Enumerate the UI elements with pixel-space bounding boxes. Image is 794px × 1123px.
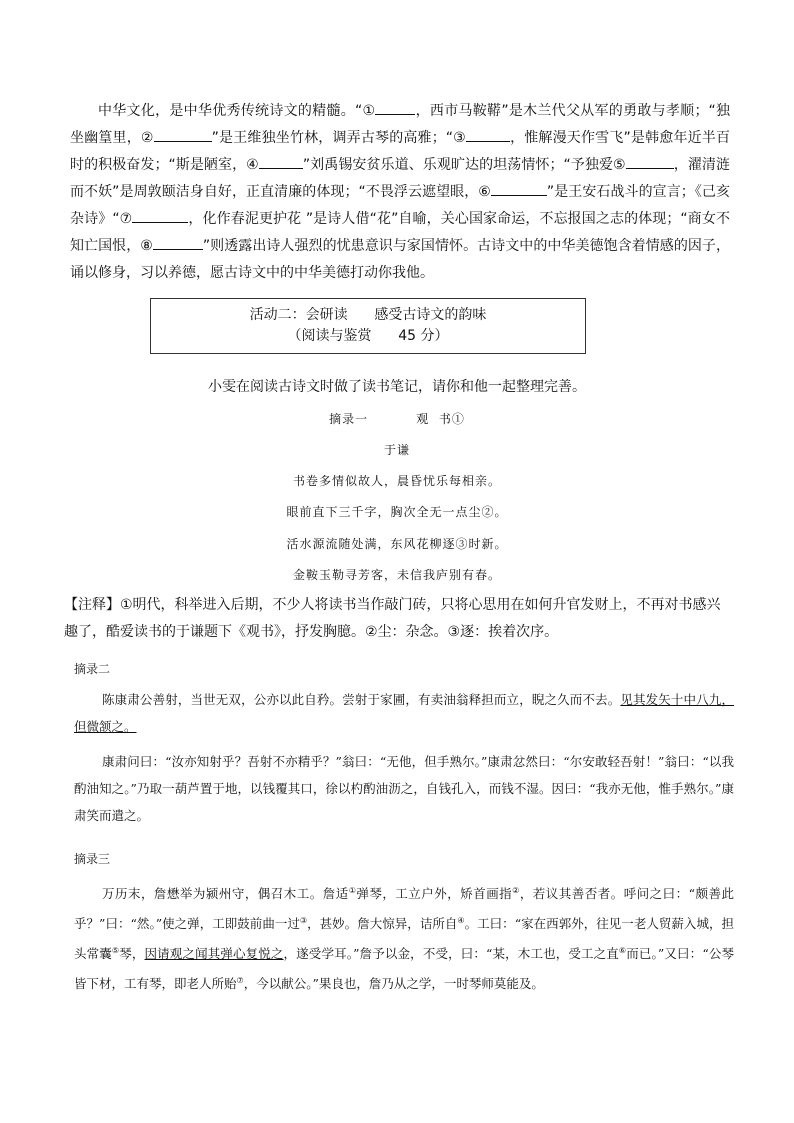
fill-blank-7[interactable] [132, 208, 188, 223]
intro-text: 中华文化，是中华优秀传统诗文的精髓。“① [98, 103, 376, 119]
excerpt3-paragraph [74, 877, 734, 998]
prose-text: 而已。”又曰：“公琴皆下材，工有琴，即老人所贻 [74, 946, 734, 992]
intro-text: ”是王维独坐竹林，调弄古琴的高雅；“③ [211, 130, 466, 146]
poem-line: 活水源流随处满，东风花柳逐③时新。 [286, 537, 508, 551]
footnote-marker: ⑤ [111, 946, 120, 956]
footnote-marker: ① [348, 886, 357, 895]
fill-blank-1[interactable] [375, 100, 415, 115]
fill-blank-2[interactable] [154, 127, 212, 142]
intro-text: ”是王安石战斗的宣言；《己亥杂诗》“⑦ [70, 184, 730, 227]
prose-text: 陈康肃公善射，当世无双，公亦以此自矜。尝射于家圃，有卖油翁释担而立，睨之久而不去。 [102, 692, 621, 707]
footnote-marker: ⑥ [618, 946, 627, 956]
intro-text: ，濯清涟而不妖”是周敦颐洁身自好，正直清廉的体现；“不畏浮云遮望眼，⑥ [70, 157, 730, 200]
intro-text: ，化作春泥更护花 ”是诗人借“花”自喻，关心国家命运，不忘报国之志的体现；“商女不知亡国恨，⑧ [70, 211, 730, 254]
underlined-sentence: 见其发矢十中八九，但微颔之。 [74, 692, 734, 734]
intro-text: ，西市马鞍鞯”是木兰代父从军的勇敢与孝顺；“独坐幽篁里，② [70, 103, 730, 146]
excerpt2-paragraph-2: 康肃问曰：“汝亦知射乎？吾射不亦精乎？”翁曰：“无他，但手熟尔。”康肃忿然曰：“尔安敢轻吾射！”翁曰：“以我酌油知之。”乃取一葫芦置于地，以钱覆其口，徐以杓酌油沥之，自钱孔入，而钱不湿。因曰：“我亦无他，惟手熟尔。”康肃笑而遣之。 [74, 754, 734, 823]
fill-blank-6[interactable] [491, 181, 547, 196]
prose-text: 万历末，詹懋举为颍州守，偶召木工。詹适 [102, 886, 349, 902]
activity-subtitle: （阅读与鉴赏 45 分） [287, 328, 449, 344]
underlined-sentence: 因请观之闻其弹心复悦之 [144, 946, 284, 962]
prose-text: 。工曰：“家在西郭外，往见一老人贸薪入城，担头常囊 [74, 916, 734, 962]
prose-text: 琴， [119, 946, 145, 962]
prose-text: 弹琴，工立户外，矫首画指 [356, 886, 513, 902]
fill-blank-3[interactable] [466, 127, 510, 142]
intro-paragraph [70, 98, 730, 287]
intro-text: ⑤ [613, 157, 626, 173]
excerpt2-tag: 摘录二 [74, 662, 111, 676]
poem-notes: 【注释】①明代，科举进入后期，不少人将读书当作敲门砖，只将心思用在如何升官发财上，不再对书感兴趣了，酷爱读书的于谦题下《观书》，抒发胸臆。②尘：杂念。③逐：挨着次序。 [64, 597, 721, 640]
footnote-marker: ② [512, 886, 520, 895]
prose-text: ，若议其善否者。呼问之曰：“颇善此乎？”曰：“然。”使之弹，工即鼓前曲一过 [74, 886, 734, 932]
footnote-marker: ⑦ [236, 976, 244, 986]
footnote-marker: ③ [299, 916, 308, 926]
prose-text: ，今以献公。”果良也，詹乃从之学，一时琴师莫能及。 [243, 976, 544, 992]
lead-in-text: 小雯在阅读古诗文时做了读书笔记，请你和他一起整理完善。 [208, 379, 586, 395]
excerpt1-heading: 摘录一 观 书① [329, 412, 465, 426]
activity-box [150, 298, 586, 354]
fill-blank-8[interactable] [153, 235, 203, 250]
intro-text: ”刘禹锡安贫乐道、乐观旷达的坦荡情怀；“予独爱 [302, 157, 614, 173]
excerpt3-tag: 摘录三 [74, 852, 111, 866]
poem-line: 眼前直下三千字，胸次全无一点尘②。 [286, 505, 508, 519]
fill-blank-4[interactable] [259, 154, 303, 169]
prose-text: ，甚妙。詹大惊异，诘所自 [307, 916, 458, 932]
poem-line: 金鞍玉勒寻芳客，未信我庐别有春。 [292, 568, 501, 582]
footnote-marker: ④ [457, 916, 465, 926]
fill-blank-5[interactable] [626, 154, 674, 169]
intro-text: ”则透露出诗人强烈的忧患意识与家国情怀。古诗文中的中华美德饱含着情感的因子，诵以修身，习以养德，愿古诗文中的中华美德打动你我他。 [70, 238, 730, 281]
intro-text: ，惟解漫天作雪飞”是韩愈年近半百时的积极奋发；“斯是陋室，④ [70, 130, 730, 173]
poem-author: 于谦 [383, 443, 410, 457]
poem-line: 书卷多情似故人，晨昏忧乐每相亲。 [292, 474, 501, 488]
prose-text: ，遂受学耳。”詹予以金，不受，曰：“某，木工也，受工之直 [283, 946, 619, 962]
activity-title: 活动二：会研读 感受古诗文的韵味 [249, 307, 487, 323]
excerpt2-paragraph-1 [74, 686, 734, 740]
